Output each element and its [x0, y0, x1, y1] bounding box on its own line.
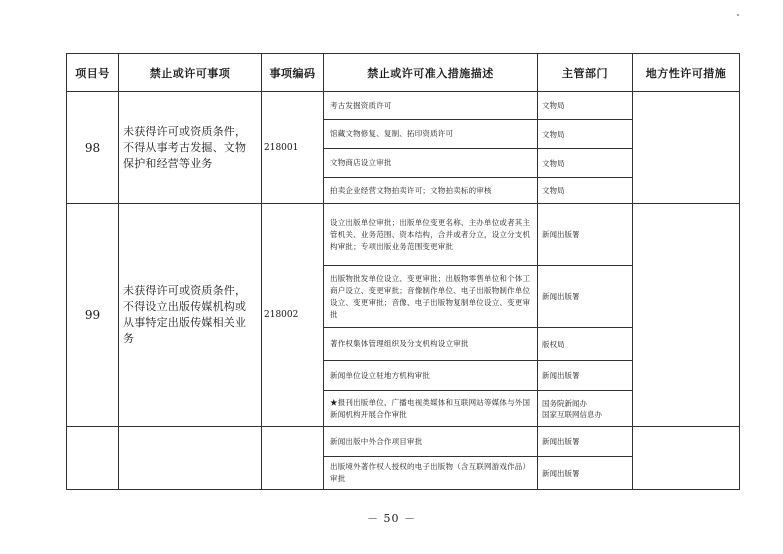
header-local: 地方性许可措施 [633, 54, 740, 92]
measure-cell: 著作权集体管理组织及分支机构设立审批 [324, 328, 538, 361]
table-row [67, 427, 740, 457]
measure-cell: 新闻出版中外合作项目审批 [324, 427, 538, 457]
measure-cell: 出版境外著作权人授权的电子出版物（含互联网游戏作品）审批 [324, 457, 538, 490]
row-code: 218002 [262, 204, 324, 427]
dept-cell: 国务院新闻办 国家互联网信息办 [538, 391, 633, 427]
header-measure: 禁止或许可准入措施描述 [324, 54, 538, 92]
measure-cell: 考古发掘资质许可 [324, 92, 538, 120]
row-item: 未获得许可或资质条件，不得设立出版传媒机构或从事特定出版传媒相关业务 [119, 204, 262, 427]
measure-cell: 馆藏文物修复、复制、拓印资质许可 [324, 120, 538, 149]
scan-speck [737, 14, 739, 16]
local-cell [633, 427, 740, 490]
dept-cell: 新闻出版署 [538, 427, 633, 457]
row-item [119, 427, 262, 490]
dept-cell: 文物局 [538, 178, 633, 204]
dept-cell: 文物局 [538, 120, 633, 149]
header-code: 事项编码 [262, 54, 324, 92]
dept-cell: 新闻出版署 [538, 361, 633, 391]
row-number: 98 [67, 92, 119, 204]
row-number: 99 [67, 204, 119, 427]
header-row [67, 54, 740, 92]
row-code [262, 427, 324, 490]
row-code: 218001 [262, 92, 324, 204]
table-row [67, 92, 740, 120]
row-item: 未获得许可或资质条件，不得从事考古发掘、文物保护和经营等业务 [119, 92, 262, 204]
dept-cell: 文物局 [538, 92, 633, 120]
local-cell [633, 92, 740, 204]
table-row [67, 204, 740, 266]
permit-table [66, 53, 739, 490]
dept-cell: 新闻出版署 [538, 457, 633, 490]
measure-cell: 设立出版单位审批；出版单位变更名称、主办单位或者其主管机关、业务范围、资本结构，合并或者分立，设立分支机构审批；专项出版业务范围变更审批 [324, 204, 538, 266]
header-item: 禁止或许可事项 [119, 54, 262, 92]
page-number: － 50 － [367, 512, 416, 525]
row-number [67, 427, 119, 490]
dept-cell: 新闻出版署 [538, 266, 633, 328]
dept-cell: 文物局 [538, 149, 633, 178]
local-cell [633, 204, 740, 427]
dept-cell: 新闻出版署 [538, 204, 633, 266]
header-no: 项目号 [67, 54, 119, 92]
measure-cell: ★报刊出版单位、广播电视类媒体和互联网站等媒体与外国新闻机构开展合作审批 [324, 391, 538, 427]
measure-cell: 文物商店设立审批 [324, 149, 538, 178]
measure-cell: 拍卖企业经营文物拍卖许可；文物拍卖标的审核 [324, 178, 538, 204]
measure-cell: 新闻单位设立驻地方机构审批 [324, 361, 538, 391]
header-dept: 主管部门 [538, 54, 633, 92]
dept-cell: 版权局 [538, 328, 633, 361]
measure-cell: 出版物批发单位设立、变更审批；出版物零售单位和个体工商户设立、变更审批；音像制作单位、电子出版物制作单位设立、变更审批；音像、电子出版物复制单位设立、变更审批 [324, 266, 538, 328]
